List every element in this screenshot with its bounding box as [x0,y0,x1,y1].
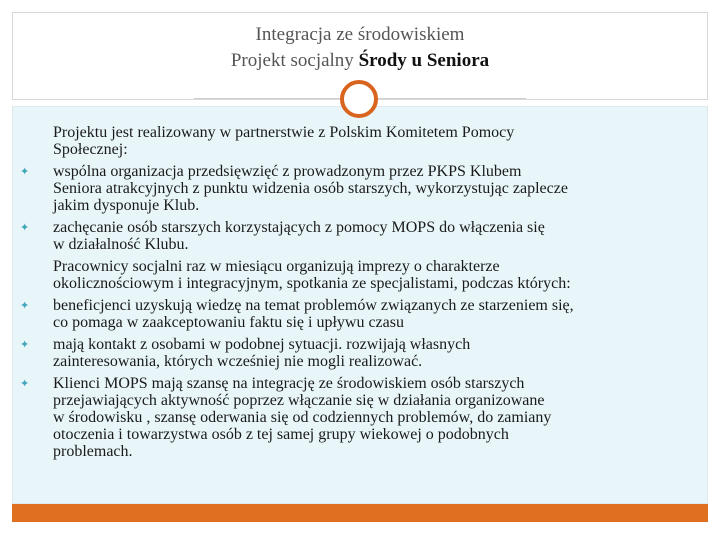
content-line: okolicznościowym i integracyjnym, spotkania ze specjalistami, podczas których: [53,275,571,292]
content-line: Seniora atrakcyjnych z punktu widzenia osób starszych, wykorzystując zaplecze [53,180,568,197]
content-line: Społecznej: [53,141,128,158]
content-line: zachęcanie osób starszych korzystających z pomocy MOPS do włączenia się [53,219,545,236]
content-line: Projektu jest realizowany w partnerstwie z Polskim Komitetem Pomocy [53,124,515,141]
content-line: w działalność Klubu. [53,236,189,253]
leaf-bullet-icon: ✦ [20,338,30,351]
leaf-bullet-icon: ✦ [20,221,30,234]
content-line: przejawiających aktywność poprzez włączanie się w działania organizowane [53,392,545,409]
leaf-bullet-icon: ✦ [20,377,30,390]
content-line: jakim dysponuje Klub. [53,197,200,214]
content-line: beneficjenci uzyskują wiedzę na temat problemów związanych ze starzeniem się, [53,297,574,314]
slide-title: Integracja ze środowiskiem [255,24,465,45]
leaf-bullet-icon: ✦ [20,165,30,178]
content-line: Klienci MOPS mają szansę na integrację ze środowiskiem osób starszych [53,375,525,392]
content-line: problemach. [53,443,133,460]
content-line: w środowisku , szansę oderwania się od codziennych problemów, do zamiany [53,409,552,426]
content-line: Pracownicy socjalni raz w miesiącu organizują imprezy o charakterze [53,258,500,275]
content-line: wspólna organizacja przedsięwzięć z prowadzonym przez PKPS Klubem [53,163,522,180]
bottom-accent-bar [12,504,708,522]
content-line: mają kontakt z osobami w podobnej sytuacji. rozwijają własnych [53,336,471,353]
leaf-bullet-icon: ✦ [20,299,30,312]
subtitle-prefix: Projekt socjalny [230,50,359,71]
project-name: Środy u Seniora [358,50,490,71]
content-line: co pomaga w zaakceptowaniu faktu się i upływu czasu [53,314,404,331]
content-line: otoczenia i towarzystwa osób z tej samej grupy wiekowej o podobnych [53,426,509,443]
content-line: zainteresowania, których wcześniej nie mogli realizować. [53,353,423,370]
slide-subtitle [0,50,720,72]
circle-ornament-icon [340,80,378,118]
